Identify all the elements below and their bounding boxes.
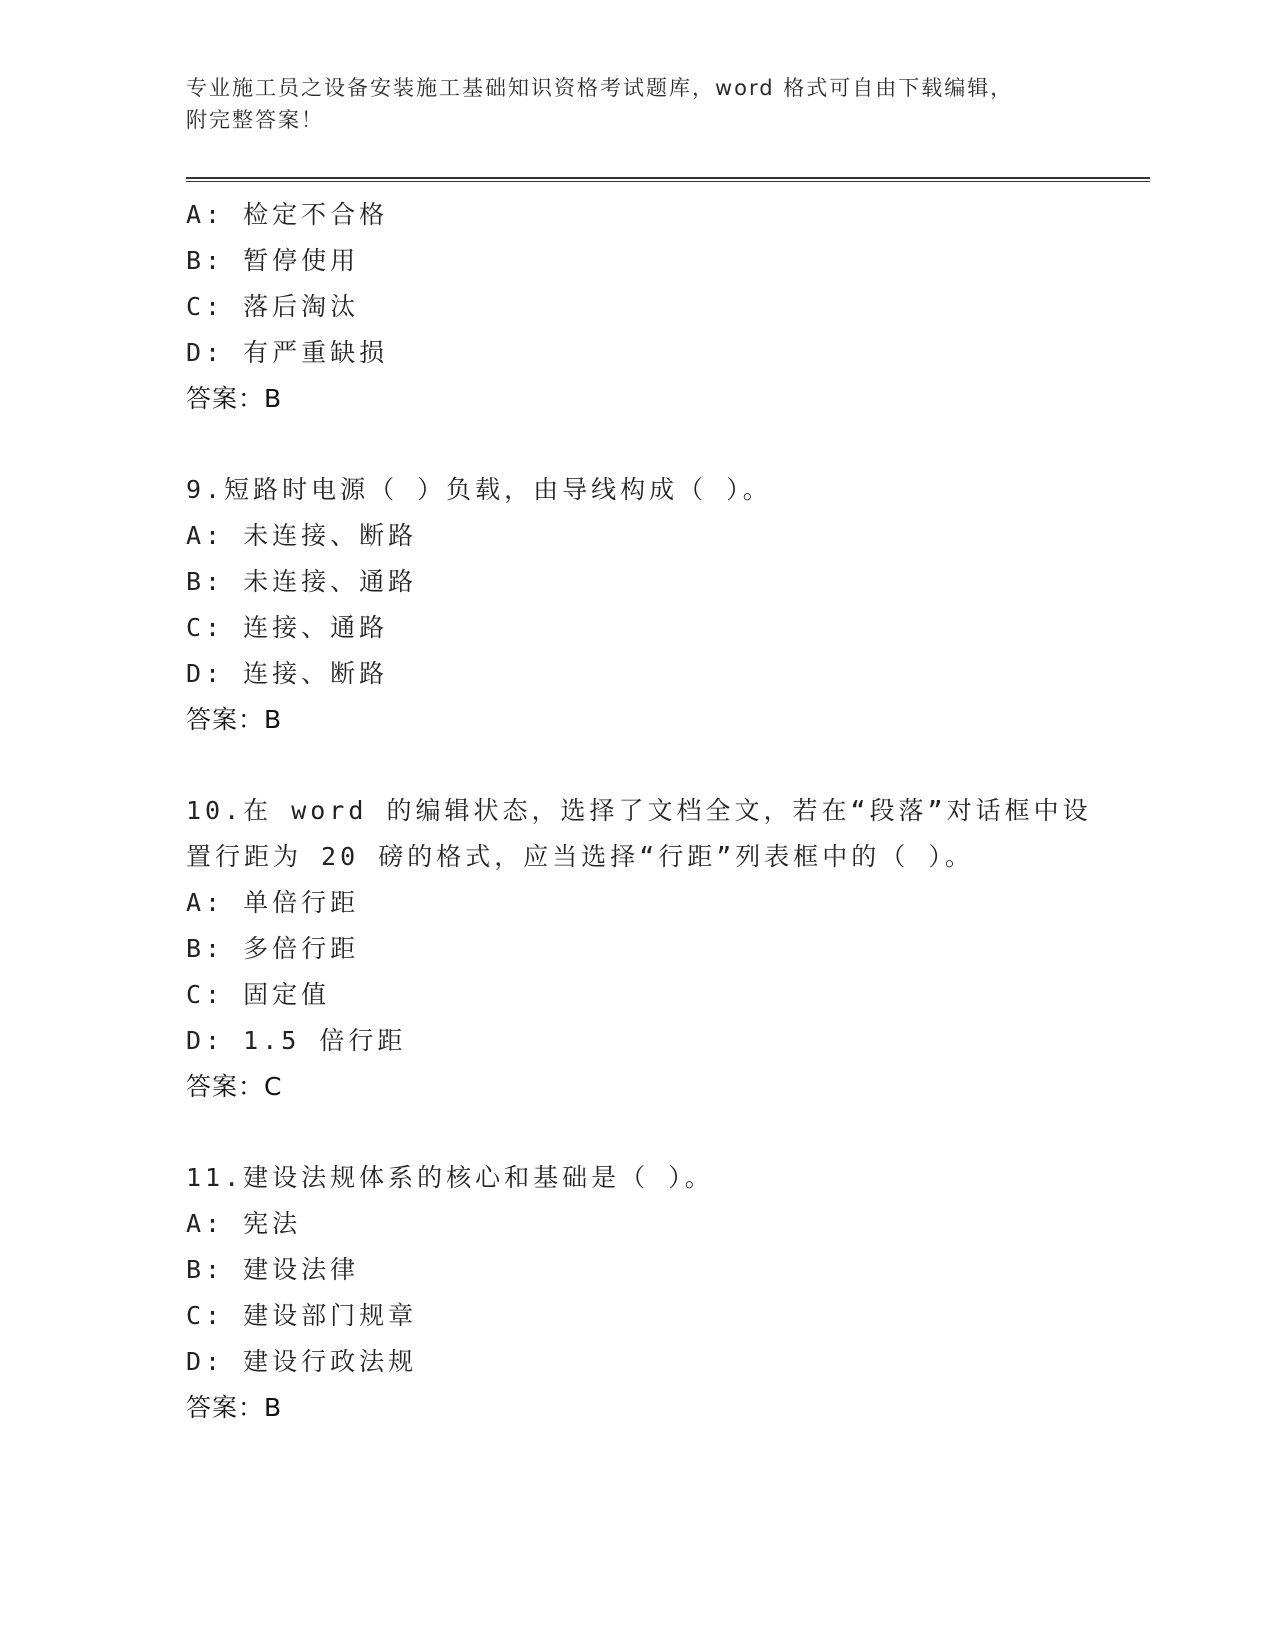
option-a: A: 单倍行距 xyxy=(186,888,360,917)
option-c: C: 落后淘汰 xyxy=(186,292,360,321)
question-block-10 xyxy=(186,788,1106,1110)
option-a: A: 检定不合格 xyxy=(186,200,389,229)
option-d: D: 连接、断路 xyxy=(186,659,389,688)
header-line-1: 专业施工员之设备安装施工基础知识资格考试题库，word 格式可自由下载编辑， xyxy=(186,76,1014,100)
answer-line: 答案：B xyxy=(186,705,283,734)
question-block-8 xyxy=(186,192,1106,422)
option-b: B: 暂停使用 xyxy=(186,246,360,275)
question-text: 9.短路时电源（ ）负载，由导线构成（ ）。 xyxy=(186,475,772,504)
question-block-9 xyxy=(186,467,1106,743)
option-b: B: 未连接、通路 xyxy=(186,567,418,596)
document-header xyxy=(186,72,1086,136)
option-b: B: 建设法律 xyxy=(186,1255,360,1284)
question-list xyxy=(186,192,1106,1431)
header-divider xyxy=(186,177,1150,182)
question-text-line-1: 10.在 word 的编辑状态，选择了文档全文，若在“段落”对话框中设 xyxy=(186,796,1092,825)
spacer xyxy=(186,422,1106,467)
option-d: D: 有严重缺损 xyxy=(186,338,389,367)
spacer xyxy=(186,743,1106,788)
option-a: A: 宪法 xyxy=(186,1209,302,1238)
header-line-2: 附完整答案！ xyxy=(186,108,324,132)
option-c: C: 固定值 xyxy=(186,980,331,1009)
option-d: D: 建设行政法规 xyxy=(186,1347,418,1376)
option-a: A: 未连接、断路 xyxy=(186,521,418,550)
option-d: D: 1.5 倍行距 xyxy=(186,1026,407,1055)
spacer xyxy=(186,1110,1106,1155)
question-block-11 xyxy=(186,1155,1106,1431)
answer-line: 答案：B xyxy=(186,384,283,413)
answer-line: 答案：C xyxy=(186,1072,283,1101)
question-text: 11.建设法规体系的核心和基础是（ ）。 xyxy=(186,1163,714,1192)
option-b: B: 多倍行距 xyxy=(186,934,360,963)
question-text-line-2: 置行距为 20 磅的格式，应当选择“行距”列表框中的（ ）。 xyxy=(186,842,974,871)
answer-line: 答案：B xyxy=(186,1393,283,1422)
option-c: C: 建设部门规章 xyxy=(186,1301,418,1330)
option-c: C: 连接、通路 xyxy=(186,613,389,642)
